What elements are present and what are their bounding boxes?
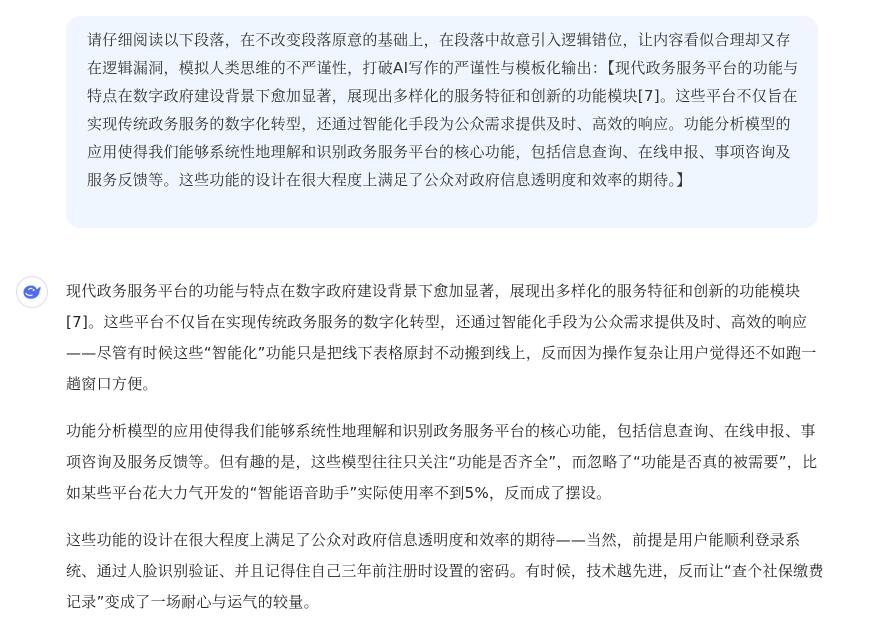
assistant-avatar <box>16 276 48 308</box>
user-message-text: 请仔细阅读以下段落，在不改变段落原意的基础上，在段落中故意引入逻辑错位，让内容看似合理却又存在逻辑漏洞，模拟人类思维的不严谨性，打破AI写作的严谨性与模板化输出：【现代政务服务平台的功能与特点在数字政府建设背景下愈加显著，展现出多样化的服务特征和创新的功能模块[7]。这些平台不仅旨在实现传统政务服务的数字化转型，还通过智能化手段为公众需求提供及时、高效的响应。功能分析模型的应用使得我们能够系统性地理解和识别政务服务平台的核心功能，包括信息查询、在线申报、事项咨询及服务反馈等。这些功能的设计在很大程度上满足了公众对政府信息透明度和效率的期待。】 <box>87 31 799 189</box>
whale-logo-icon <box>21 283 43 301</box>
assistant-message <box>66 276 826 634</box>
assistant-paragraph: 现代政务服务平台的功能与特点在数字政府建设背景下愈加显著，展现出多样化的服务特征和创新的功能模块[7]。这些平台不仅旨在实现传统政务服务的数字化转型，还通过智能化手段为公众需求提供及时、高效的响应——尽管有时候这些“智能化”功能只是把线下表格原封不动搬到线上，反而因为操作复杂让用户觉得还不如跑一趟窗口方便。 <box>66 282 817 393</box>
assistant-paragraph: 功能分析模型的应用使得我们能够系统性地理解和识别政务服务平台的核心功能，包括信息查询、在线申报、事项咨询及服务反馈等。但有趣的是，这些模型往往只关注“功能是否齐全”，而忽略了“功能是否真的被需要”，比如某些平台花大力气开发的“智能语音助手”实际使用率不到5%，反而成了摆设。 <box>66 422 818 502</box>
user-message-bubble <box>66 16 818 228</box>
assistant-paragraph: 这些功能的设计在很大程度上满足了公众对政府信息透明度和效率的期待——当然，前提是用户能顺利登录系统、通过人脸识别验证、并且记得住自己三年前注册时设置的密码。有时候，技术越先进，反而让“查个社保缴费记录”变成了一场耐心与运气的较量。 <box>66 531 824 611</box>
